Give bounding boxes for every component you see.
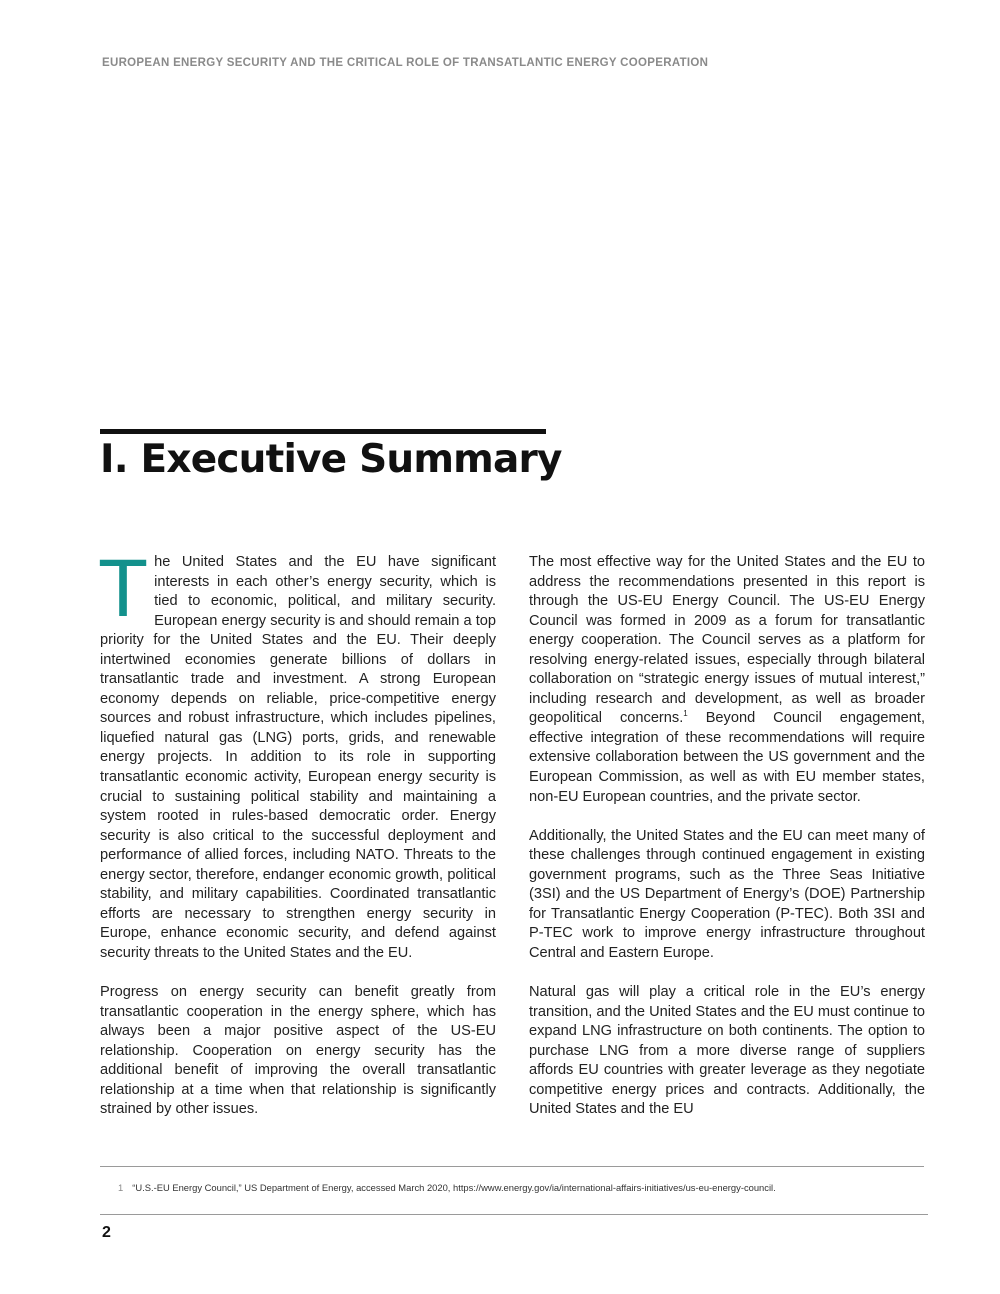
footnote-number: 1	[118, 1182, 124, 1193]
footer-divider	[100, 1214, 928, 1215]
page-number: 2	[102, 1224, 111, 1241]
energy-council-text-cont: Beyond Council engagement, effective integration of these recommendations will require extensive collaboration between the US government and the European Commission, as well as with EU member states, non-EU European countries, and the private sector.	[529, 710, 925, 805]
paragraph-progress: Progress on energy security can benefit greatly from transatlantic cooperation in the energy sphere, which has always been a major positive aspect of the US-EU relationship. Cooperation on energy security has the additional benefit of improving the overall transatlantic relationship at a time when that relationship is significantly strained by other issues.	[100, 984, 496, 1118]
footnote	[118, 1182, 776, 1193]
footnote-ref[interactable]: 1	[683, 709, 688, 719]
paragraph-energy-council	[529, 553, 925, 807]
energy-council-text: The most effective way for the United States and the EU to address the recommendations presented in this report is through the US-EU Energy Council. The US-EU Energy Council was formed in 2009 as a forum for transatlantic energy cooperation. The Council serves as a platform for resolving energy-related issues, especially through bilateral collaboration on “strategic energy issues of mutual interest,” including research and development, as well as broader geopolitical concerns.	[529, 554, 925, 727]
paragraph-programs: Additionally, the United States and the EU can meet many of these challenges through continued engagement in existing government programs, such as the Three Seas Initiative (3SI) and the US Department of Energy’s (DOE) Partnership for Transatlantic Energy Cooperation (P-TEC). Both 3SI and P-TEC work to improve energy infrastructure throughout Central and Eastern Europe.	[529, 827, 925, 961]
paragraph-intro	[98, 543, 496, 963]
intro-text: he United States and the EU have significant interests in each other’s energy security, which is tied to economic, political, and military security. European energy security is and should remain a top priority for the United States and the EU. Their deeply intertwined economies generate billions of dollars in transatlantic trade and investment. A strong European economy depends on reliable, price-competitive energy sources and robust infrastructure, which includes pipelines, liquefied natural gas (LNG) ports, grids, and renewable energy projects. In addition to its role in supporting transatlantic economic activity, European energy security is crucial to sustaining political stability and maintaining a system rooted in rules-based democratic order. Energy security is also critical to the successful deployment and performance of allied forces, including NATO. Threats to the energy sector, therefore, endanger economic growth, political stability, and military capabilities. Coordinated transatlantic efforts are necessary to strengthen energy security in Europe, enhance economic security, and defend against security threats to the United States and the EU.	[100, 554, 496, 961]
drop-cap: T	[98, 543, 149, 634]
right-column	[529, 553, 925, 1139]
section-title: I. Executive Summary	[100, 437, 562, 482]
left-column	[98, 543, 496, 1139]
title-rule	[100, 429, 546, 434]
footnote-divider	[100, 1166, 924, 1167]
running-header: EUROPEAN ENERGY SECURITY AND THE CRITICAL ROLE OF TRANSATLANTIC ENERGY COOPERATION	[102, 57, 709, 69]
footnote-text: “U.S.-EU Energy Council,” US Department of Energy, accessed March 2020, https://www.energy.gov/ia/international-affairs-initiatives/us-eu-energy-council.	[132, 1182, 776, 1193]
paragraph-natural-gas: Natural gas will play a critical role in the EU’s energy transition, and the United States and the EU must continue to expand LNG infrastructure on both continents. The option to purchase LNG from a more diverse range of suppliers affords EU countries with greater leverage as they negotiate competitive energy prices and contracts. Additionally, the United States and the EU	[529, 984, 925, 1118]
